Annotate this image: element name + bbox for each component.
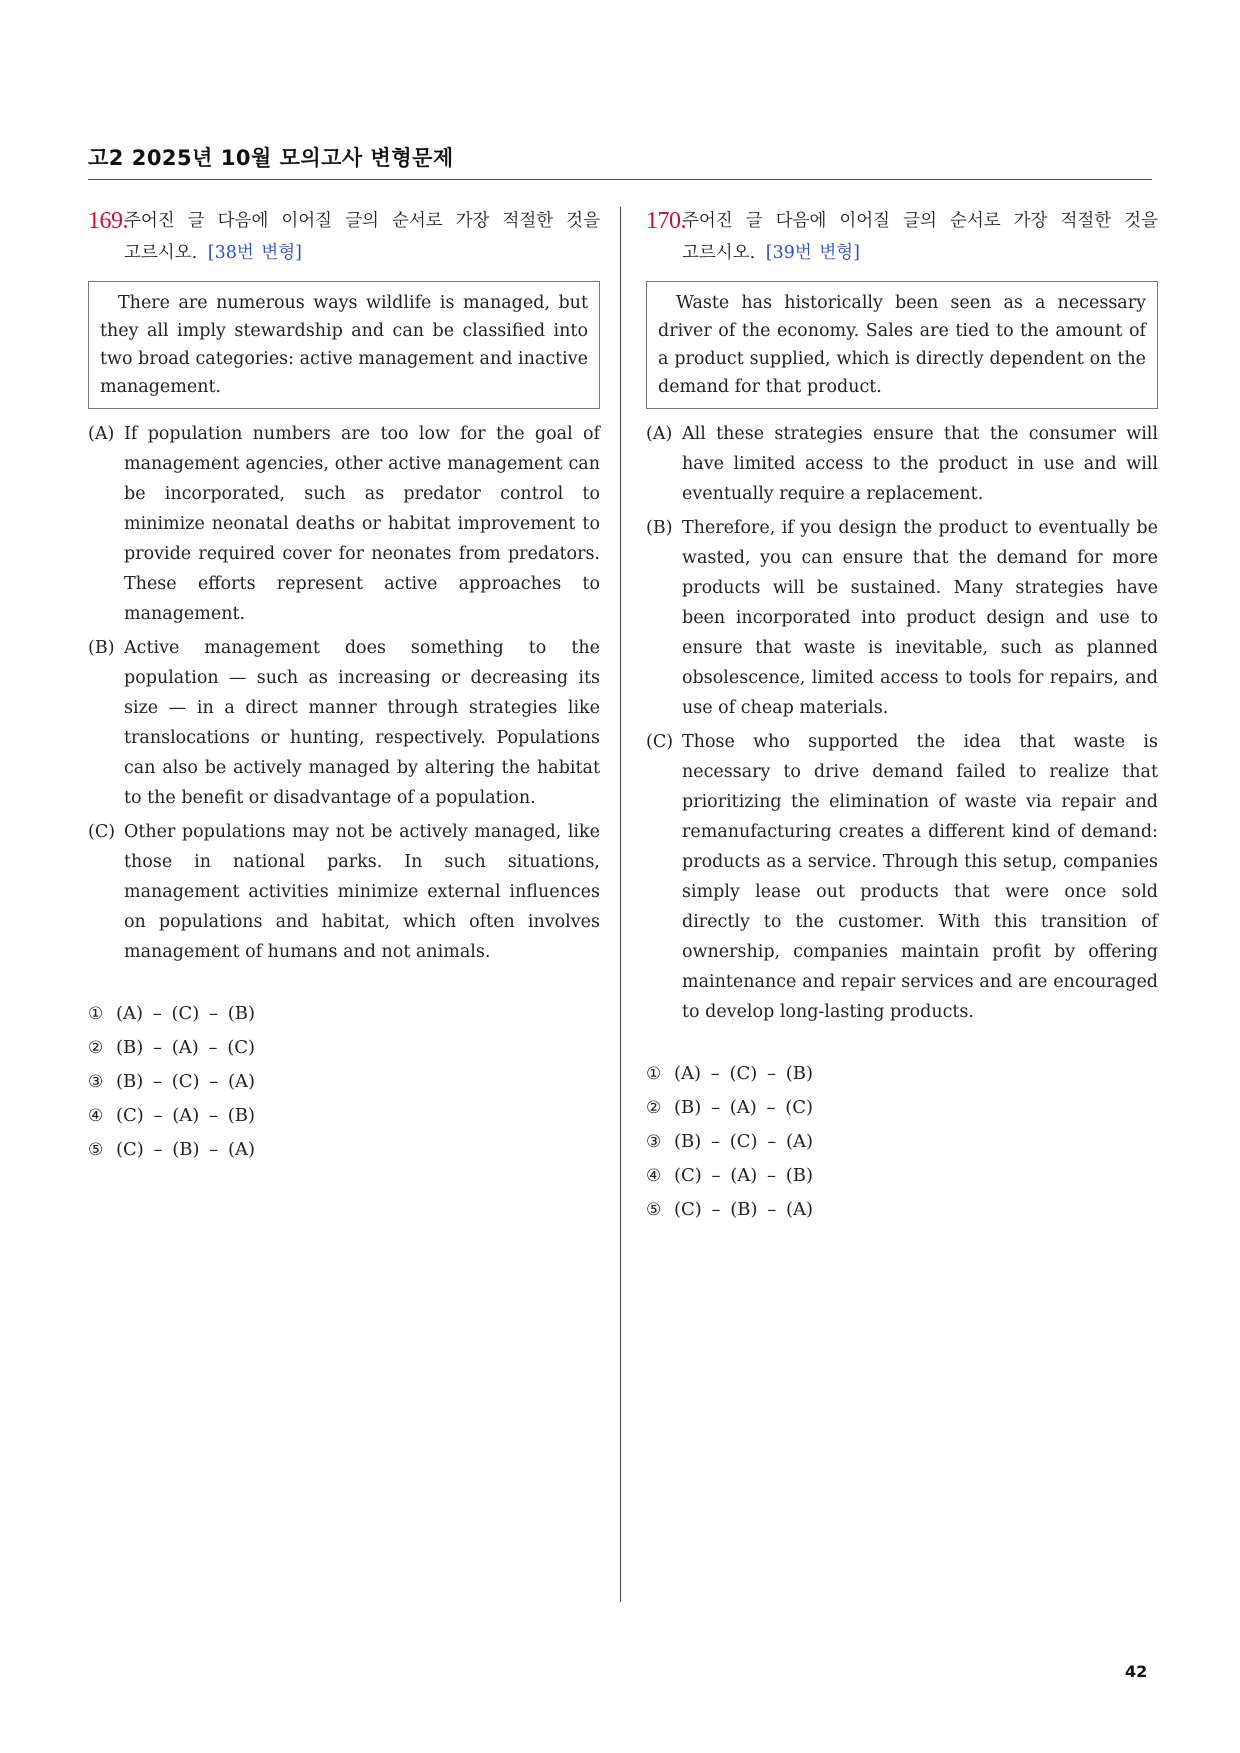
intro-passage-box: Waste has historically been seen as a necessary driver of the economy. Sales are tied to the amount of a product supplied, which is directly dependent on the demand for that product. — [646, 281, 1158, 409]
answer-option-3[interactable] — [646, 1125, 1158, 1159]
option-text: (C) – (A) – (B) — [674, 1165, 814, 1186]
option-mark: ④ — [646, 1166, 662, 1186]
question-169 — [88, 205, 600, 1167]
answer-option-1[interactable] — [88, 997, 600, 1031]
option-text: (A) – (C) – (B) — [116, 1003, 256, 1024]
paragraph-text: Other populations may not be actively managed, like those in national parks. In such situations, management activities minimize external influences on populations and habitat, which often involves management of humans and not animals. — [124, 822, 600, 962]
paragraph-label: (C) — [646, 732, 674, 752]
question-header — [88, 205, 600, 269]
paragraph-b — [646, 513, 1158, 723]
question-170 — [646, 205, 1158, 1227]
answer-option-2[interactable] — [646, 1091, 1158, 1125]
answer-option-4[interactable] — [646, 1159, 1158, 1193]
paragraph-label: (B) — [88, 638, 115, 658]
answer-option-1[interactable] — [646, 1057, 1158, 1091]
answer-options — [646, 1057, 1158, 1227]
option-text: (C) – (B) – (A) — [674, 1199, 814, 1220]
answer-options — [88, 997, 600, 1167]
question-reference: [39번 변형] — [765, 243, 860, 263]
answer-option-3[interactable] — [88, 1065, 600, 1099]
option-mark: ④ — [88, 1106, 104, 1126]
option-mark: ⑤ — [646, 1200, 662, 1220]
option-mark: ⑤ — [88, 1140, 104, 1160]
option-mark: ③ — [646, 1132, 662, 1152]
paragraph-text: Therefore, if you design the product to eventually be wasted, you can ensure that the demand for more products will be sustained. Many strategies have been incorporated into product design and use to ensure that waste is inevitable, such as planned obsolescence, limited access to tools for repairs, and use of cheap materials. — [682, 518, 1158, 718]
paragraph-text: All these strategies ensure that the consumer will have limited access to the product in use and will eventually require a replacement. — [682, 424, 1158, 504]
option-text: (B) – (A) – (C) — [116, 1037, 256, 1058]
answer-option-5[interactable] — [88, 1133, 600, 1167]
option-mark: ① — [88, 1004, 104, 1024]
page-title: 고2 2025년 10월 모의고사 변형문제 — [88, 146, 454, 170]
answer-option-5[interactable] — [646, 1193, 1158, 1227]
ordered-paragraphs — [646, 419, 1158, 1027]
page-number: 42 — [1125, 1662, 1148, 1681]
question-reference: [38번 변형] — [207, 243, 302, 263]
paragraph-label: (C) — [88, 822, 116, 842]
paragraph-text: If population numbers are too low for the goal of management agencies, other active management can be incorporated, such as predator control to minimize neonatal deaths or habitat improvement to provide required cover for neonates from predators. These efforts represent active approaches to management. — [124, 424, 600, 624]
header-divider — [88, 179, 1152, 180]
question-prompt: 주어진 글 다음에 이어질 글의 순서로 가장 적절한 것을 고르시오. — [124, 211, 600, 263]
option-text: (B) – (C) – (A) — [674, 1131, 814, 1152]
column-divider — [620, 207, 621, 1602]
option-text: (C) – (B) – (A) — [116, 1139, 256, 1160]
paragraph-label: (B) — [646, 518, 673, 538]
option-mark: ② — [646, 1098, 662, 1118]
option-mark: ③ — [88, 1072, 104, 1092]
question-number: 169. — [88, 208, 128, 234]
answer-option-4[interactable] — [88, 1099, 600, 1133]
question-number: 170. — [646, 208, 686, 234]
question-prompt: 주어진 글 다음에 이어질 글의 순서로 가장 적절한 것을 고르시오. — [682, 211, 1158, 263]
paragraph-label: (A) — [88, 424, 115, 444]
answer-option-2[interactable] — [88, 1031, 600, 1065]
paragraph-a — [646, 419, 1158, 509]
paragraph-c — [88, 817, 600, 967]
paragraph-b — [88, 633, 600, 813]
paragraph-text: Active management does something to the population — such as increasing or decreasing its size — in a direct manner through strategies like translocations or hunting, respectively. Populations can also be actively managed by altering the habitat to the benefit or disadvantage of a population. — [124, 638, 600, 808]
question-header — [646, 205, 1158, 269]
option-mark: ① — [646, 1064, 662, 1084]
option-text: (B) – (C) – (A) — [116, 1071, 256, 1092]
option-text: (B) – (A) – (C) — [674, 1097, 814, 1118]
option-text: (C) – (A) – (B) — [116, 1105, 256, 1126]
intro-passage-box: There are numerous ways wildlife is managed, but they all imply stewardship and can be classified into two broad categories: active management and inactive management. — [88, 281, 600, 409]
option-mark: ② — [88, 1038, 104, 1058]
paragraph-c — [646, 727, 1158, 1027]
option-text: (A) – (C) – (B) — [674, 1063, 814, 1084]
paragraph-label: (A) — [646, 424, 673, 444]
paragraph-text: Those who supported the idea that waste is necessary to drive demand failed to realize that prioritizing the elimination of waste via repair and remanufacturing creates a different kind of demand: products as a service. Through this setup, companies simply lease out products that were once sold directly to the customer. With this transition of ownership, companies maintain profit by offering maintenance and repair services and are encouraged to develop long-lasting products. — [682, 732, 1158, 1022]
paragraph-a — [88, 419, 600, 629]
ordered-paragraphs — [88, 419, 600, 967]
